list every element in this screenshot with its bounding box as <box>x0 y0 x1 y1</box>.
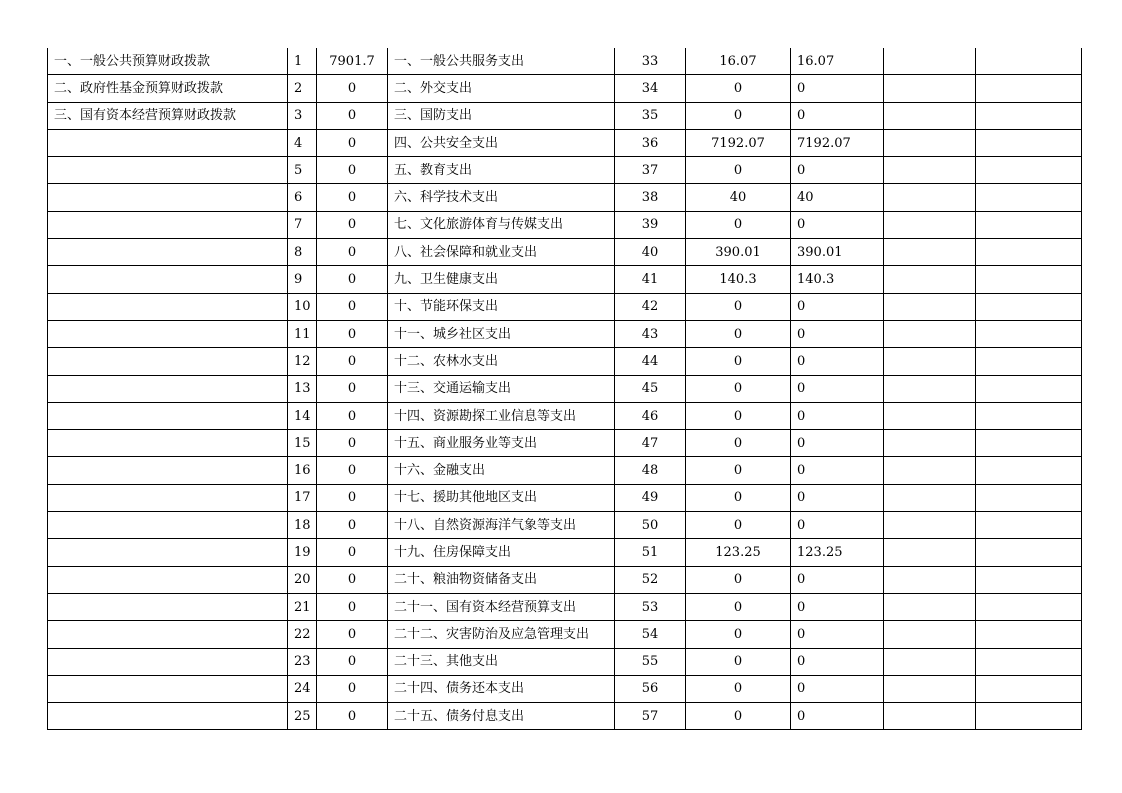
state-capital-cell <box>976 484 1082 511</box>
expense-item-cell: 十八、自然资源海洋气象等支出 <box>388 512 615 539</box>
income-amount-cell: 0 <box>317 320 388 347</box>
expense-item-cell: 十三、交通运输支出 <box>388 375 615 402</box>
income-amount-cell: 0 <box>317 566 388 593</box>
state-capital-cell <box>976 457 1082 484</box>
state-capital-cell <box>976 184 1082 211</box>
expense-item-cell: 四、公共安全支出 <box>388 129 615 156</box>
state-capital-cell <box>976 211 1082 238</box>
expense-total-cell: 0 <box>686 402 791 429</box>
income-amount-cell: 0 <box>317 129 388 156</box>
expense-total-cell: 0 <box>686 621 791 648</box>
state-capital-cell <box>976 648 1082 675</box>
income-amount-cell: 0 <box>317 293 388 320</box>
expense-line-number-cell: 34 <box>615 75 686 102</box>
expense-line-number-cell: 36 <box>615 129 686 156</box>
expense-total-cell: 0 <box>686 566 791 593</box>
state-capital-cell <box>976 320 1082 347</box>
gov-fund-cell <box>884 184 976 211</box>
income-item-cell <box>48 293 288 320</box>
income-amount-cell: 0 <box>317 266 388 293</box>
income-item-cell <box>48 648 288 675</box>
income-line-number-cell: 1 <box>288 48 317 75</box>
general-budget-cell: 0 <box>791 457 884 484</box>
income-line-number-cell: 15 <box>288 430 317 457</box>
income-item-cell <box>48 675 288 702</box>
income-item-cell <box>48 430 288 457</box>
general-budget-cell: 390.01 <box>791 239 884 266</box>
table-row <box>48 457 1082 484</box>
income-amount-cell: 0 <box>317 484 388 511</box>
expense-item-cell: 二十二、灾害防治及应急管理支出 <box>388 621 615 648</box>
income-item-cell <box>48 184 288 211</box>
expense-line-number-cell: 33 <box>615 48 686 75</box>
table-row <box>48 675 1082 702</box>
expense-line-number-cell: 43 <box>615 320 686 347</box>
expense-total-cell: 0 <box>686 320 791 347</box>
general-budget-cell: 123.25 <box>791 539 884 566</box>
expense-line-number-cell: 37 <box>615 157 686 184</box>
income-line-number-cell: 8 <box>288 239 317 266</box>
expense-total-cell: 123.25 <box>686 539 791 566</box>
general-budget-cell: 0 <box>791 430 884 457</box>
state-capital-cell <box>976 402 1082 429</box>
state-capital-cell <box>976 48 1082 75</box>
income-line-number-cell: 23 <box>288 648 317 675</box>
table-row <box>48 48 1082 75</box>
expense-line-number-cell: 47 <box>615 430 686 457</box>
income-amount-cell: 0 <box>317 375 388 402</box>
expense-item-cell: 二、外交支出 <box>388 75 615 102</box>
general-budget-cell: 0 <box>791 102 884 129</box>
table-row <box>48 293 1082 320</box>
general-budget-cell: 0 <box>791 402 884 429</box>
general-budget-cell: 16.07 <box>791 48 884 75</box>
income-line-number-cell: 10 <box>288 293 317 320</box>
expense-item-cell: 十九、住房保障支出 <box>388 539 615 566</box>
expense-item-cell: 十、节能环保支出 <box>388 293 615 320</box>
table-row <box>48 375 1082 402</box>
expense-total-cell: 0 <box>686 102 791 129</box>
income-amount-cell: 0 <box>317 75 388 102</box>
income-item-cell <box>48 157 288 184</box>
income-amount-cell: 0 <box>317 402 388 429</box>
table-row <box>48 539 1082 566</box>
expense-line-number-cell: 35 <box>615 102 686 129</box>
table-row <box>48 648 1082 675</box>
income-amount-cell: 0 <box>317 512 388 539</box>
state-capital-cell <box>976 266 1082 293</box>
expense-line-number-cell: 39 <box>615 211 686 238</box>
general-budget-cell: 0 <box>791 621 884 648</box>
expense-total-cell: 0 <box>686 703 791 730</box>
table-row <box>48 75 1082 102</box>
expense-total-cell: 0 <box>686 157 791 184</box>
gov-fund-cell <box>884 675 976 702</box>
table-row <box>48 184 1082 211</box>
income-line-number-cell: 19 <box>288 539 317 566</box>
state-capital-cell <box>976 430 1082 457</box>
income-amount-cell: 7901.7 <box>317 48 388 75</box>
general-budget-cell: 0 <box>791 566 884 593</box>
income-line-number-cell: 11 <box>288 320 317 347</box>
table-row <box>48 512 1082 539</box>
income-item-cell <box>48 348 288 375</box>
state-capital-cell <box>976 375 1082 402</box>
income-amount-cell: 0 <box>317 457 388 484</box>
expense-total-cell: 0 <box>686 75 791 102</box>
income-item-cell: 三、国有资本经营预算财政拨款 <box>48 102 288 129</box>
expense-total-cell: 16.07 <box>686 48 791 75</box>
income-line-number-cell: 14 <box>288 402 317 429</box>
income-item-cell <box>48 375 288 402</box>
table-row <box>48 320 1082 347</box>
expense-item-cell: 三、国防支出 <box>388 102 615 129</box>
income-line-number-cell: 17 <box>288 484 317 511</box>
general-budget-cell: 0 <box>791 375 884 402</box>
expense-line-number-cell: 54 <box>615 621 686 648</box>
income-line-number-cell: 16 <box>288 457 317 484</box>
expense-line-number-cell: 49 <box>615 484 686 511</box>
state-capital-cell <box>976 102 1082 129</box>
expense-line-number-cell: 42 <box>615 293 686 320</box>
expense-line-number-cell: 40 <box>615 239 686 266</box>
expense-line-number-cell: 52 <box>615 566 686 593</box>
expense-line-number-cell: 44 <box>615 348 686 375</box>
expense-total-cell: 0 <box>686 648 791 675</box>
gov-fund-cell <box>884 703 976 730</box>
table-row <box>48 430 1082 457</box>
gov-fund-cell <box>884 266 976 293</box>
income-amount-cell: 0 <box>317 648 388 675</box>
income-item-cell <box>48 703 288 730</box>
table-row <box>48 266 1082 293</box>
income-amount-cell: 0 <box>317 184 388 211</box>
gov-fund-cell <box>884 621 976 648</box>
expense-item-cell: 十四、资源勘探工业信息等支出 <box>388 402 615 429</box>
table-row <box>48 157 1082 184</box>
gov-fund-cell <box>884 593 976 620</box>
income-amount-cell: 0 <box>317 348 388 375</box>
state-capital-cell <box>976 129 1082 156</box>
income-line-number-cell: 21 <box>288 593 317 620</box>
income-amount-cell: 0 <box>317 675 388 702</box>
income-item-cell <box>48 593 288 620</box>
gov-fund-cell <box>884 320 976 347</box>
gov-fund-cell <box>884 129 976 156</box>
expense-total-cell: 0 <box>686 512 791 539</box>
expense-item-cell: 十六、金融支出 <box>388 457 615 484</box>
expense-total-cell: 0 <box>686 457 791 484</box>
table-row <box>48 211 1082 238</box>
income-item-cell <box>48 621 288 648</box>
income-line-number-cell: 12 <box>288 348 317 375</box>
expense-item-cell: 二十三、其他支出 <box>388 648 615 675</box>
income-item-cell <box>48 129 288 156</box>
income-item-cell <box>48 566 288 593</box>
table-row <box>48 484 1082 511</box>
expense-total-cell: 140.3 <box>686 266 791 293</box>
general-budget-cell: 140.3 <box>791 266 884 293</box>
table-row <box>48 593 1082 620</box>
gov-fund-cell <box>884 75 976 102</box>
income-line-number-cell: 22 <box>288 621 317 648</box>
table-row <box>48 239 1082 266</box>
state-capital-cell <box>976 539 1082 566</box>
expense-total-cell: 0 <box>686 293 791 320</box>
expense-total-cell: 0 <box>686 348 791 375</box>
table-row <box>48 129 1082 156</box>
state-capital-cell <box>976 157 1082 184</box>
expense-item-cell: 二十一、国有资本经营预算支出 <box>388 593 615 620</box>
income-line-number-cell: 20 <box>288 566 317 593</box>
expense-item-cell: 十一、城乡社区支出 <box>388 320 615 347</box>
income-line-number-cell: 9 <box>288 266 317 293</box>
gov-fund-cell <box>884 484 976 511</box>
expense-line-number-cell: 53 <box>615 593 686 620</box>
income-item-cell <box>48 211 288 238</box>
state-capital-cell <box>976 348 1082 375</box>
table-row <box>48 402 1082 429</box>
income-item-cell <box>48 512 288 539</box>
expense-total-cell: 0 <box>686 593 791 620</box>
table-row <box>48 348 1082 375</box>
expense-item-cell: 六、科学技术支出 <box>388 184 615 211</box>
income-item-cell <box>48 320 288 347</box>
expense-total-cell: 0 <box>686 375 791 402</box>
expense-item-cell: 二十、粮油物资储备支出 <box>388 566 615 593</box>
table-row <box>48 566 1082 593</box>
gov-fund-cell <box>884 48 976 75</box>
general-budget-cell: 0 <box>791 703 884 730</box>
gov-fund-cell <box>884 566 976 593</box>
state-capital-cell <box>976 293 1082 320</box>
budget-table-body <box>48 48 1082 730</box>
expense-item-cell: 九、卫生健康支出 <box>388 266 615 293</box>
gov-fund-cell <box>884 430 976 457</box>
general-budget-cell: 0 <box>791 675 884 702</box>
expense-total-cell: 7192.07 <box>686 129 791 156</box>
expense-total-cell: 0 <box>686 675 791 702</box>
state-capital-cell <box>976 75 1082 102</box>
state-capital-cell <box>976 703 1082 730</box>
state-capital-cell <box>976 675 1082 702</box>
expense-line-number-cell: 57 <box>615 703 686 730</box>
gov-fund-cell <box>884 102 976 129</box>
expense-line-number-cell: 50 <box>615 512 686 539</box>
income-item-cell: 一、一般公共预算财政拨款 <box>48 48 288 75</box>
general-budget-cell: 0 <box>791 484 884 511</box>
gov-fund-cell <box>884 402 976 429</box>
expense-item-cell: 七、文化旅游体育与传媒支出 <box>388 211 615 238</box>
general-budget-cell: 0 <box>791 648 884 675</box>
income-amount-cell: 0 <box>317 211 388 238</box>
gov-fund-cell <box>884 648 976 675</box>
expense-total-cell: 0 <box>686 430 791 457</box>
budget-table <box>47 48 1082 730</box>
income-line-number-cell: 24 <box>288 675 317 702</box>
expense-line-number-cell: 45 <box>615 375 686 402</box>
expense-total-cell: 0 <box>686 484 791 511</box>
expense-item-cell: 二十四、债务还本支出 <box>388 675 615 702</box>
table-row <box>48 102 1082 129</box>
gov-fund-cell <box>884 539 976 566</box>
expense-item-cell: 十五、商业服务业等支出 <box>388 430 615 457</box>
income-amount-cell: 0 <box>317 157 388 184</box>
expense-line-number-cell: 48 <box>615 457 686 484</box>
state-capital-cell <box>976 512 1082 539</box>
expense-total-cell: 0 <box>686 211 791 238</box>
income-line-number-cell: 25 <box>288 703 317 730</box>
income-amount-cell: 0 <box>317 539 388 566</box>
state-capital-cell <box>976 239 1082 266</box>
income-amount-cell: 0 <box>317 430 388 457</box>
general-budget-cell: 0 <box>791 593 884 620</box>
income-line-number-cell: 7 <box>288 211 317 238</box>
income-item-cell <box>48 484 288 511</box>
expense-item-cell: 十七、援助其他地区支出 <box>388 484 615 511</box>
expense-line-number-cell: 56 <box>615 675 686 702</box>
expense-line-number-cell: 38 <box>615 184 686 211</box>
income-amount-cell: 0 <box>317 102 388 129</box>
expense-item-cell: 五、教育支出 <box>388 157 615 184</box>
income-item-cell <box>48 266 288 293</box>
gov-fund-cell <box>884 512 976 539</box>
expense-total-cell: 390.01 <box>686 239 791 266</box>
expense-line-number-cell: 55 <box>615 648 686 675</box>
gov-fund-cell <box>884 157 976 184</box>
income-item-cell <box>48 457 288 484</box>
general-budget-cell: 0 <box>791 75 884 102</box>
gov-fund-cell <box>884 348 976 375</box>
general-budget-cell: 0 <box>791 157 884 184</box>
expense-item-cell: 一、一般公共服务支出 <box>388 48 615 75</box>
income-item-cell: 二、政府性基金预算财政拨款 <box>48 75 288 102</box>
general-budget-cell: 0 <box>791 293 884 320</box>
income-line-number-cell: 5 <box>288 157 317 184</box>
state-capital-cell <box>976 593 1082 620</box>
general-budget-cell: 40 <box>791 184 884 211</box>
income-amount-cell: 0 <box>317 593 388 620</box>
general-budget-cell: 0 <box>791 211 884 238</box>
income-line-number-cell: 3 <box>288 102 317 129</box>
income-item-cell <box>48 402 288 429</box>
income-amount-cell: 0 <box>317 621 388 648</box>
income-item-cell <box>48 239 288 266</box>
table-row <box>48 703 1082 730</box>
income-amount-cell: 0 <box>317 703 388 730</box>
gov-fund-cell <box>884 375 976 402</box>
income-line-number-cell: 6 <box>288 184 317 211</box>
expense-line-number-cell: 46 <box>615 402 686 429</box>
income-line-number-cell: 4 <box>288 129 317 156</box>
expense-item-cell: 十二、农林水支出 <box>388 348 615 375</box>
general-budget-cell: 0 <box>791 348 884 375</box>
table-row <box>48 621 1082 648</box>
state-capital-cell <box>976 621 1082 648</box>
income-amount-cell: 0 <box>317 239 388 266</box>
income-line-number-cell: 2 <box>288 75 317 102</box>
gov-fund-cell <box>884 211 976 238</box>
gov-fund-cell <box>884 239 976 266</box>
general-budget-cell: 7192.07 <box>791 129 884 156</box>
expense-item-cell: 八、社会保障和就业支出 <box>388 239 615 266</box>
gov-fund-cell <box>884 457 976 484</box>
expense-line-number-cell: 41 <box>615 266 686 293</box>
expense-total-cell: 40 <box>686 184 791 211</box>
state-capital-cell <box>976 566 1082 593</box>
income-item-cell <box>48 539 288 566</box>
general-budget-cell: 0 <box>791 512 884 539</box>
expense-line-number-cell: 51 <box>615 539 686 566</box>
expense-item-cell: 二十五、债务付息支出 <box>388 703 615 730</box>
income-line-number-cell: 13 <box>288 375 317 402</box>
general-budget-cell: 0 <box>791 320 884 347</box>
gov-fund-cell <box>884 293 976 320</box>
income-line-number-cell: 18 <box>288 512 317 539</box>
